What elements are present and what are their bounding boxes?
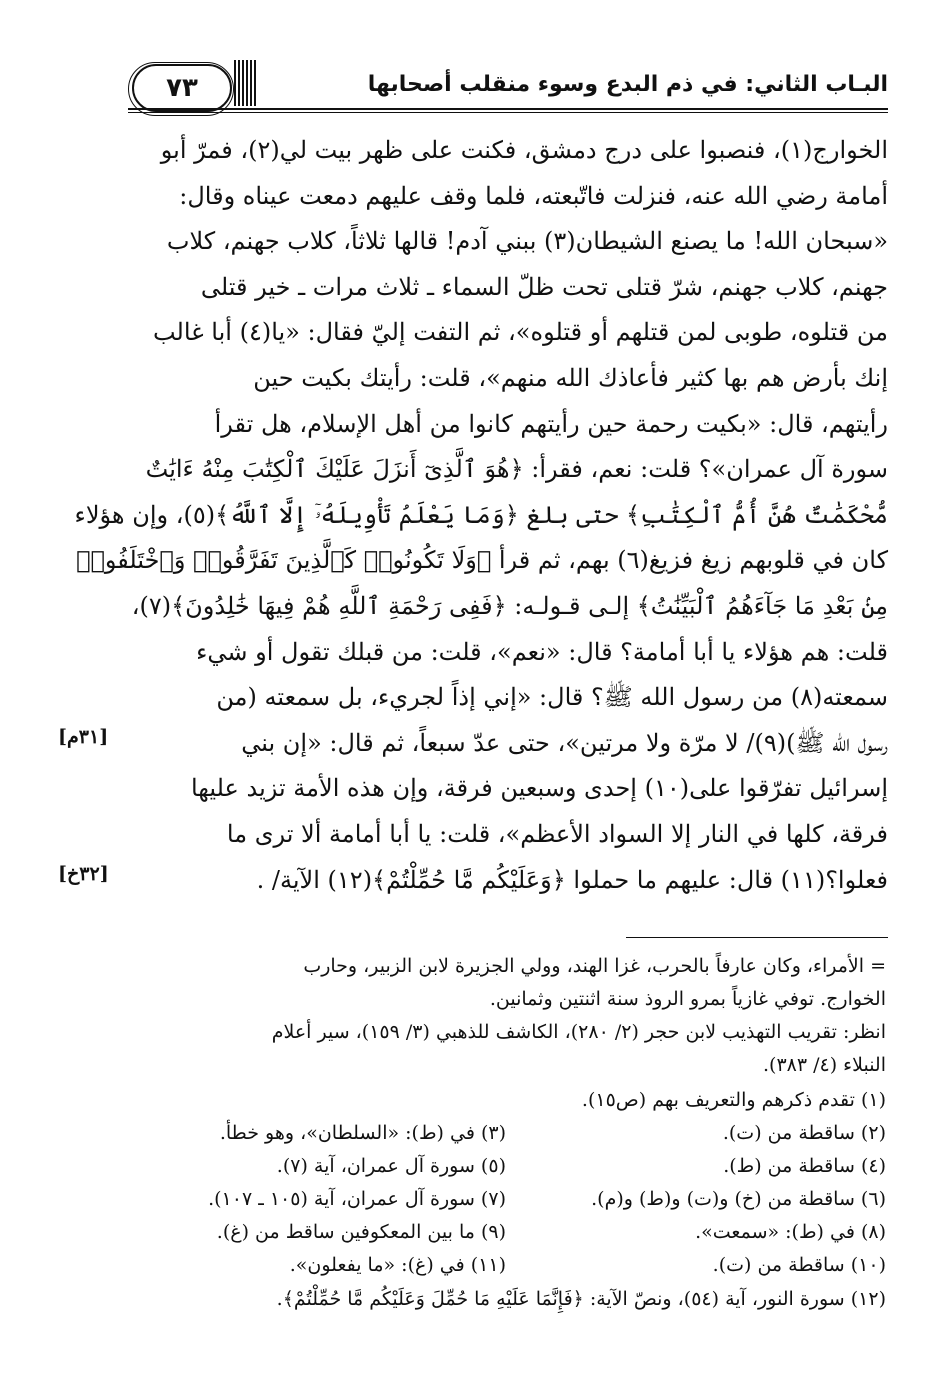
margin-note: [٣٢خ] bbox=[58, 863, 109, 885]
footnote-5: (٥) سورة آل عمران، آية (٧). bbox=[276, 1155, 506, 1177]
text-line: جهنم، كلاب جهنم، شرّ قتلى تحت ظلّ السماء ـ ثلاث مرات ـ خير قتلى bbox=[200, 272, 888, 301]
footnote-line: الخوارج. توفي غازياً بمرو الروذ سنة اثنتين وثمانين. bbox=[489, 988, 886, 1010]
text-line: سورة آل عمران»؟ قلت: نعم، فقرأ: ﴿هُوَ ٱلَّذِىٓ أَنزَلَ عَلَيْكَ ٱلْكِتَٰبَ مِنْهُ ءَايَٰتٌ bbox=[145, 455, 888, 484]
text-line: فرقة، كلها في النار إلا السواد الأعظم»، قلت: يا أبا أمامة ألا ترى ما bbox=[226, 819, 888, 848]
footnote-9: (٩) ما بين المعكوفين ساقط من (غ). bbox=[216, 1221, 506, 1243]
footnote-2: (٢) ساقطة من (ت). bbox=[722, 1122, 886, 1144]
text-line: إنك بأرض هم بها كثير فأعاذك الله منهم»، قلت: رأيتك بكيت حين bbox=[253, 363, 888, 392]
page-number: ٧٣ bbox=[132, 64, 232, 112]
running-header bbox=[128, 58, 888, 122]
text-line: إسرائيل تفرّقوا على(١٠) إحدى وسبعين فرقة، وإن هذه الأمة تزيد عليها bbox=[190, 774, 888, 803]
text-line: رأيتهم، قال: «بكيت رحمة حين رأيتهم كانوا من أهل الإسلام، هل تقرأ bbox=[214, 409, 888, 438]
footnote-11: (١١) في (غ): «ما يفعلون». bbox=[289, 1254, 506, 1276]
footnote-3: (٣) في (ط): «السلطان»، وهو خطأ. bbox=[219, 1122, 506, 1144]
footnote-line: النبلاء (٤/ ٣٨٣). bbox=[762, 1054, 886, 1076]
footnote-separator bbox=[626, 937, 888, 938]
text-line: رسول الله ﷺ)(٩)/ لا مرّة ولا مرتين»، حتى عدّ سبعاً، ثم قال: «إن بني bbox=[241, 728, 888, 757]
footnote-line: (١) تقدم ذكرهم والتعريف بهم (ص١٥). bbox=[581, 1089, 886, 1111]
text-line: أمامة رضي الله عنه، فنزلت فاتّبعته، فلما وقف عليهم دمعت عيناه وقال: bbox=[179, 181, 888, 210]
text-line: مُّحْكَمَٰتٌ هُنَّ أُمُّ ٱلْكِتَٰبِ﴾ حتى بلغ ﴿وَمَا يَعْلَمُ تَأْوِيلَهُۥٓ إِلَّا ٱللَّهُ﴾(٥)، وإن هؤلاء bbox=[74, 500, 888, 529]
header-rule-thin bbox=[128, 112, 888, 113]
footnote-line: انظر: تقريب التهذيب لابن حجر (٢/ ٢٨٠)، الكاشف للذهبي (٣/ ١٥٩)، سير أعلام bbox=[271, 1021, 886, 1043]
footnote-row bbox=[130, 1150, 886, 1183]
footnote-1 bbox=[130, 1084, 886, 1117]
chapter-title: البـاب الثاني: في ذم البدع وسوء منقلب أصحابها bbox=[367, 72, 888, 97]
text-line: الخوارج(١)، فنصبوا على درج دمشق، فكنت على ظهر بيت لي(٢)، فمرّ أبو bbox=[160, 136, 888, 164]
text-line: «سبحان الله! ما يصنع الشيطان(٣) ببني آدم! قالها ثلاثاً، كلاب جهنم، كلاب bbox=[166, 227, 888, 256]
text-line: فعلوا؟(١١) قال: عليهم ما حملوا ﴿وَعَلَيْكُم مَّا حُمِّلْتُمْ﴾(١٢) الآية/ . bbox=[256, 865, 888, 894]
header-rule bbox=[128, 108, 888, 110]
text-line: كان في قلوبهم زيغ فزيغ(٦) بهم، ثم قرأ ﴿وَلَا تَكُونُوا۟ كَٱلَّذِينَ تَفَرَّقُوا۟ وَٱخْتَلَفُوا۟ bbox=[76, 546, 888, 575]
text-line: قلت: هم هؤلاء يا أبا أمامة؟ قال: «نعم»، قلت: من قبلك تقول أو شيء bbox=[196, 637, 888, 666]
header-ornament bbox=[234, 60, 256, 106]
footnote-line: (١٢) سورة النور، آية (٥٤)، ونصّ الآية: ﴿فَإِنَّمَا عَلَيْهِ مَا حُمِّلَ وَعَلَيْكُم مَّا حُمِّلْتُمْ﴾. bbox=[276, 1288, 886, 1310]
footnote-10: (١٠) ساقطة من (ت). bbox=[712, 1254, 886, 1276]
footnote-7: (٧) سورة آل عمران، آية (١٠٥ ـ ١٠٧). bbox=[208, 1188, 506, 1210]
footnote-12 bbox=[130, 1283, 886, 1316]
footnote-row bbox=[130, 1249, 886, 1282]
footnote-4: (٤) ساقطة من (ط). bbox=[723, 1155, 886, 1177]
text-line: من قتلوه، طوبى لمن قتلهم أو قتلوه»، ثم التفت إليّ فقال: «يا(٤) أبا غالب bbox=[152, 318, 888, 347]
footnote-continuation bbox=[130, 950, 886, 1082]
text-line: مِنۢ بَعْدِ مَا جَآءَهُمُ ٱلْبَيِّنَٰتُ﴾ إلـى قـولـه: ﴿فَفِى رَحْمَةِ ٱللَّهِ هُمْ فِيهَا خَٰلِدُونَ﴾(٧)، bbox=[131, 591, 888, 620]
footnote-row bbox=[130, 1216, 886, 1249]
margin-note: [٣١م] bbox=[58, 726, 109, 748]
footnote-line: = الأمراء، وكان عارفاً بالحرب، غزا الهند، وولي الجزيرة لابن الزبير، وحارب bbox=[303, 955, 886, 977]
footnote-row bbox=[130, 1183, 886, 1216]
text-line: سمعته(٨) من رسول الله ﷺ؟ قال: «إني إذاً لجريء، بل سمعته (من bbox=[216, 683, 888, 712]
footnote-8: (٨) في (ط): «سمعت». bbox=[695, 1221, 886, 1243]
footnote-6: (٦) ساقطة من (خ) و(ت) و(ط) و(م). bbox=[591, 1188, 886, 1210]
footnote-row bbox=[130, 1117, 886, 1150]
